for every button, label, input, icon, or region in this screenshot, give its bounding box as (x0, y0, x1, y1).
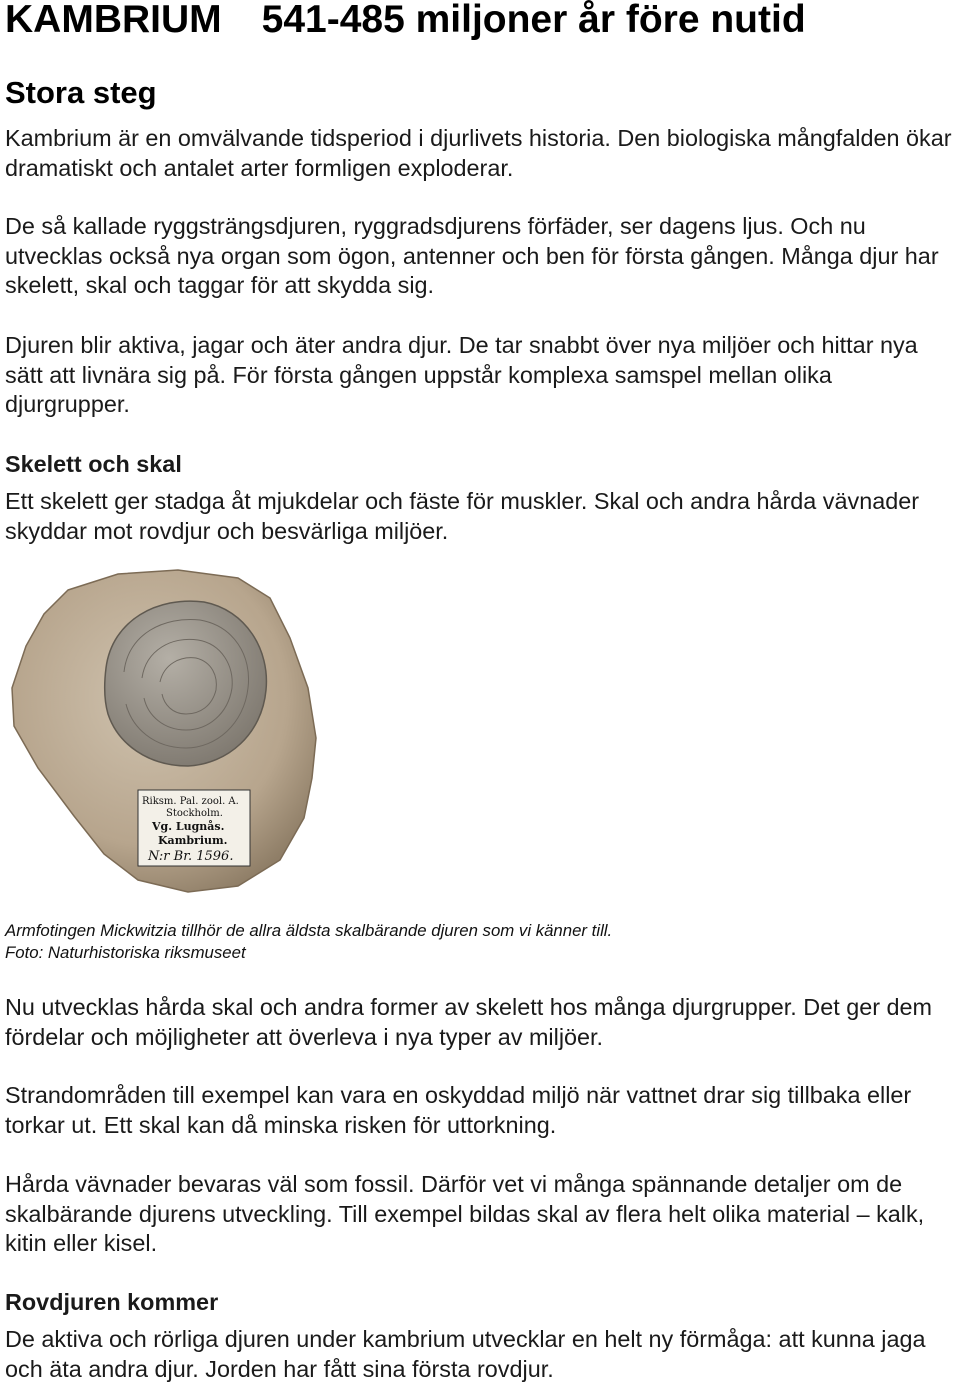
paragraph-active-animals: Djuren blir aktiva, jagar och äter andra djur. De tar snabbt över nya miljöer och hittar nya sätt att livnära sig på. För första gången uppstår komplexa samspel mellan olika djurgrupper. (5, 332, 918, 417)
specimen-label (138, 790, 250, 866)
paragraph-hard-shells: Nu utvecklas hårda skal och andra former av skelett hos många djurgrupper. Det ger dem fördelar och möjligheter att överleva i nya typer av miljöer. (5, 994, 933, 1050)
paragraph-shore: Strandområden till exempel kan vara en oskyddad miljö när vattnet drar sig tillbaka eller torkar ut. Ett skal kan då minska risken för uttorkning. (5, 1082, 912, 1138)
caption-text: Armfotingen Mickwitzia tillhör de allra äldsta skalbärande djuren som vi känner till. (5, 921, 613, 940)
period-name: KAMBRIUM (5, 0, 222, 41)
fossil-photo (8, 568, 320, 896)
svg-text:Stockholm.: Stockholm. (166, 808, 223, 819)
paragraph-fossils: Hårda vävnader bevaras väl som fossil. Därför vet vi många spännande detaljer om de skalbärande djurens utveckling. Till exempel bildas skal av flera helt olika material – kalk, kitin eller kisel. (5, 1171, 925, 1256)
svg-text:Kambrium.: Kambrium. (158, 834, 228, 847)
svg-text:Riksm. Pal. zool. A.: Riksm. Pal. zool. A. (142, 796, 239, 807)
subheading-predators: Rovdjuren kommer (5, 1289, 219, 1315)
page-title (5, 0, 806, 42)
paragraph-chordates: De så kallade ryggsträngsdjuren, ryggradsdjurens förfäder, ser dagens ljus. Och nu utvecklas också nya organ som ögon, antenner och ben för första gången. Många djur har skelett, skal och taggar för att skydda sig. (5, 213, 939, 298)
paragraph-skeleton: Ett skelett ger stadga åt mjukdelar och fäste för muskler. Skal och andra hårda vävnader skyddar mot rovdjur och besvärliga miljöer. (5, 488, 920, 544)
period-range: 541-485 miljoner år före nutid (261, 0, 806, 41)
section-title: Stora steg (5, 75, 157, 110)
photo-caption (5, 920, 612, 963)
shell-fossil (105, 601, 267, 766)
svg-text:Vg. Lugnås.: Vg. Lugnås. (152, 820, 225, 833)
subheading-skeleton: Skelett och skal (5, 451, 182, 477)
svg-text:N:r Br. 1596.: N:r Br. 1596. (148, 849, 234, 864)
paragraph-predators: De aktiva och rörliga djuren under kambrium utvecklar en helt ny förmåga: att kunna jaga och äta andra djur. Jorden har fått sina första rovdjur. (5, 1326, 926, 1382)
intro-paragraph: Kambrium är en omvälvande tidsperiod i djurlivets historia. Den biologiska mångfalden ökar dramatiskt och antalet arter formligen exploderar. (5, 125, 952, 181)
caption-credit: Foto: Naturhistoriska riksmuseet (5, 942, 246, 962)
